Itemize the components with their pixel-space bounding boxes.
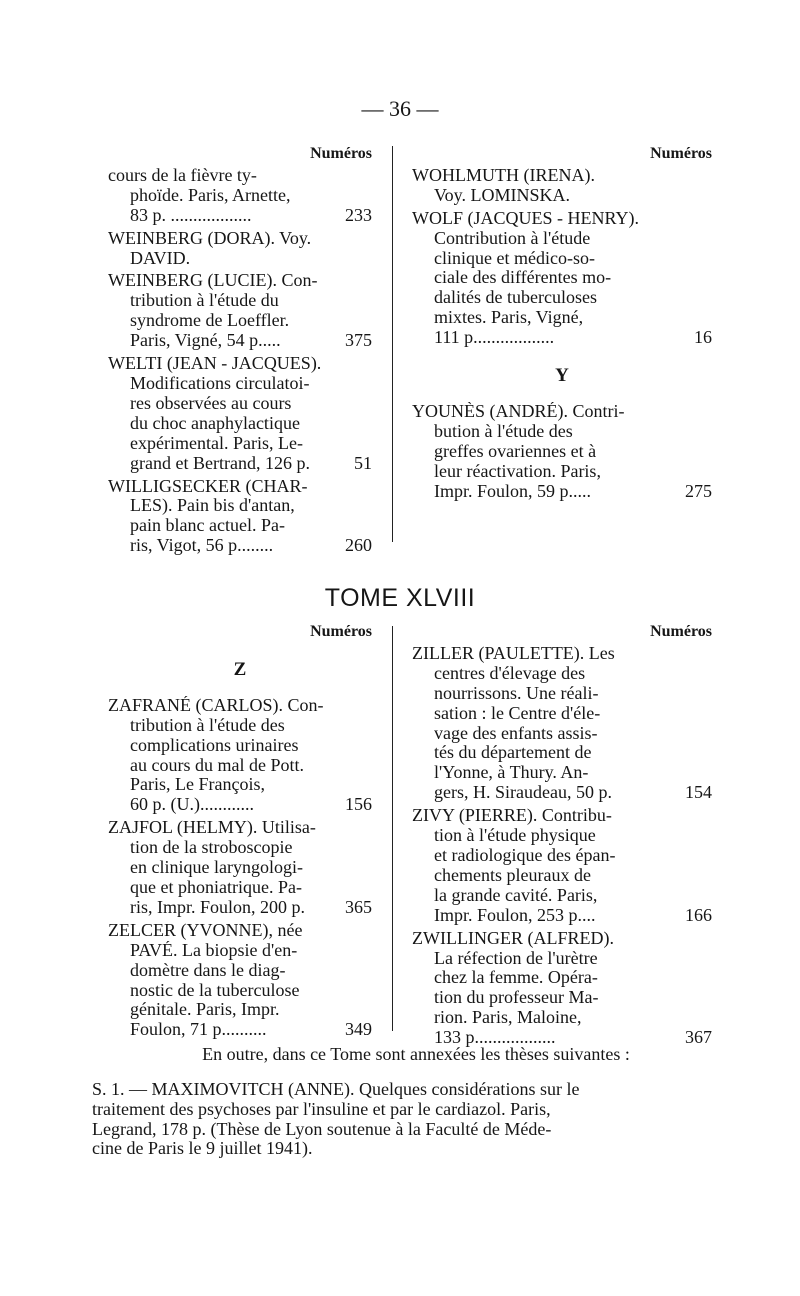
entry-last-line	[412, 482, 712, 502]
entry-line: Modifications circulatoi-	[130, 373, 310, 393]
entry-line: ZAJFOL (HELMY). Utilisa-	[108, 818, 316, 838]
entry-line: DAVID.	[130, 248, 191, 268]
entry-line: La réfection de l'urètre	[434, 948, 598, 968]
entry-line: Paris, Vigné, 54 p.....	[130, 331, 281, 351]
entry-line: gers, H. Siraudeau, 50 p.	[434, 783, 612, 803]
note-line: Legrand, 178 p. (Thèse de Lyon soutenue à la Faculté de Méde-	[92, 1119, 552, 1139]
entry-number: 16	[694, 328, 712, 348]
entry-line: YOUNÈS (ANDRÉ). Contri-	[412, 401, 625, 421]
entry-last-line	[108, 536, 372, 556]
note-line: S. 1. — MAXIMOVITCH (ANNE). Quelques considérations sur le	[92, 1080, 580, 1099]
entry-line: mixtes. Paris, Vigné,	[434, 308, 584, 328]
entry-line: 133 p..................	[434, 1028, 556, 1048]
annex-intro: En outre, dans ce Tome sont annexées les thèses suivantes :	[202, 1044, 630, 1064]
bibliography-entry	[108, 166, 372, 226]
entry-line: complications urinaires	[130, 735, 299, 755]
entry-line: WOLF (JACQUES - HENRY).	[412, 208, 639, 228]
entry-number: 275	[685, 481, 712, 501]
entry-line: 111 p..................	[434, 328, 555, 348]
entry-line: greffes ovariennes et à	[434, 441, 597, 461]
bibliography-entry	[412, 166, 712, 206]
entry-line: tion à l'étude physique	[434, 826, 596, 846]
entry-line: Paris, Le François,	[130, 775, 265, 795]
entry-line: Impr. Foulon, 253 p....	[434, 905, 596, 925]
entry-line: grand et Bertrand, 126 p.	[130, 453, 310, 473]
left-column-s1	[108, 622, 372, 1043]
entry-number: 367	[685, 1028, 712, 1048]
entry-line: dalités de tuberculoses	[434, 288, 597, 308]
entry-number: 233	[345, 205, 372, 225]
entry-line: LES). Pain bis d'antan,	[130, 496, 295, 516]
entry-line: Foulon, 71 p..........	[130, 1020, 267, 1040]
entry-line: ZILLER (PAULETTE). Les	[412, 643, 615, 663]
entry-last-line	[108, 1020, 372, 1040]
entry-line: centres d'élevage des	[434, 663, 586, 683]
entry-line: sation : le Centre d'éle-	[434, 703, 601, 723]
annex-section	[120, 1044, 712, 1075]
entry-line: chez la femme. Opéra-	[434, 968, 598, 988]
entry-last-line	[108, 898, 372, 918]
entry-line: ZWILLINGER (ALFRED).	[412, 928, 614, 948]
entry-number: 260	[345, 536, 372, 556]
entry-last-line	[108, 795, 372, 815]
entry-number: 156	[345, 795, 372, 815]
entry-line: tés du département de	[434, 743, 592, 763]
section-letter: Y	[555, 365, 569, 387]
numeros-header: Numéros	[650, 623, 712, 640]
entry-line: clinique et médico-so-	[434, 248, 595, 268]
entry-line: WEINBERG (DORA). Voy.	[108, 228, 312, 248]
entry-line: 83 p. ..................	[130, 205, 252, 225]
entry-line: nostic de la tuberculose	[130, 980, 300, 1000]
entry-line: tion de la stroboscopie	[130, 838, 293, 858]
bibliography-entry	[412, 929, 712, 1048]
bibliography-entry	[108, 271, 372, 351]
entry-number: 349	[345, 1020, 372, 1040]
entry-last-line	[108, 206, 372, 226]
note-line: cine de Paris le 9 juillet 1941).	[92, 1139, 313, 1159]
page-number: — 36 —	[361, 96, 439, 121]
entry-line: que et phoniatrique. Pa-	[130, 877, 302, 897]
entry-line: ZAFRANÉ (CARLOS). Con-	[108, 695, 324, 715]
entry-line: Impr. Foulon, 59 p.....	[434, 481, 592, 501]
entry-line: au cours du mal de Pott.	[130, 755, 304, 775]
entry-line: ZELCER (YVONNE), née	[108, 920, 303, 940]
entry-line: phoïde. Paris, Arnette,	[130, 185, 291, 205]
entry-number: 51	[354, 453, 372, 473]
entry-line: leur réactivation. Paris,	[434, 461, 601, 481]
entry-line: domètre dans le diag-	[130, 960, 286, 980]
bibliography-entry	[108, 696, 372, 815]
bibliography-entry	[412, 209, 712, 348]
section-letter: Z	[233, 658, 247, 680]
entry-line: WEINBERG (LUCIE). Con-	[108, 271, 318, 291]
entry-line: ciale des différentes mo-	[434, 268, 612, 288]
entry-line: tion du professeur Ma-	[434, 988, 599, 1008]
entry-last-line	[412, 906, 712, 926]
entry-line: pain blanc actuel. Pa-	[130, 516, 285, 536]
entry-number: 154	[685, 783, 712, 803]
entry-line: bution à l'étude des	[434, 421, 573, 441]
entry-line: en clinique laryngologi-	[130, 858, 303, 878]
entry-line: l'Yonne, à Thury. An-	[434, 763, 589, 783]
entry-line: Contribution à l'étude	[434, 228, 591, 248]
bibliography-entry	[412, 644, 712, 803]
bibliography-entry	[412, 806, 712, 925]
bibliography-entry	[412, 402, 712, 502]
bibliography-entry	[108, 477, 372, 557]
tome-title: TOME XLVIII	[324, 584, 476, 612]
entry-line: ris, Impr. Foulon, 200 p.	[130, 897, 306, 917]
entry-line: génitale. Paris, Impr.	[130, 1000, 280, 1020]
entry-last-line	[412, 783, 712, 803]
entry-line: 60 p. (U.)............	[130, 795, 254, 815]
entry-line: tribution à l'étude du	[130, 291, 279, 311]
entry-line: la grande cavité. Paris,	[434, 885, 598, 905]
column-divider	[392, 626, 393, 1031]
entry-number: 166	[685, 905, 712, 925]
entry-line: ris, Vigot, 56 p........	[130, 536, 274, 556]
bibliography-entry	[108, 921, 372, 1040]
left-column-s0	[108, 144, 372, 559]
numeros-header: Numéros	[650, 145, 712, 162]
entry-line: nourrissons. Une réali-	[434, 683, 599, 703]
entry-line: et radiologique des épan-	[434, 845, 616, 865]
entry-line: ZIVY (PIERRE). Contribu-	[412, 806, 612, 826]
entry-last-line	[108, 454, 372, 474]
entry-line: tribution à l'étude des	[130, 715, 285, 735]
numeros-header: Numéros	[310, 145, 372, 162]
entry-line: res observées au cours	[130, 393, 292, 413]
entry-line: WOHLMUTH (IRENA).	[412, 165, 595, 185]
entry-line: du choc anaphylactique	[130, 413, 300, 433]
entry-line: WILLIGSECKER (CHAR-	[108, 476, 308, 496]
entry-line: rion. Paris, Maloine,	[434, 1008, 582, 1028]
right-column-s0	[412, 144, 712, 505]
entry-line: chements pleuraux de	[434, 865, 591, 885]
bibliography-entry	[108, 229, 372, 269]
bibliography-entry	[108, 354, 372, 473]
entry-line: PAVÉ. La biopsie d'en-	[130, 940, 298, 960]
entry-number: 375	[345, 331, 372, 351]
entry-line: Voy. LOMINSKA.	[434, 185, 571, 205]
entry-line: expérimental. Paris, Le-	[130, 433, 303, 453]
entry-number: 365	[345, 897, 372, 917]
numeros-header: Numéros	[310, 623, 372, 640]
entry-line: syndrome de Loeffler.	[130, 311, 290, 331]
entry-last-line	[412, 328, 712, 348]
entry-last-line	[108, 331, 372, 351]
column-divider	[392, 146, 393, 542]
annex-note	[92, 1080, 712, 1159]
right-column-s1	[412, 622, 712, 1051]
note-line: traitement des psychoses par l'insuline et par le cardiazol. Paris,	[92, 1099, 551, 1119]
entry-line: WELTI (JEAN - JACQUES).	[108, 354, 322, 374]
entry-line: cours de la fièvre ty-	[108, 165, 257, 185]
bibliography-entry	[108, 818, 372, 918]
entry-line: vage des enfants assis-	[434, 723, 598, 743]
